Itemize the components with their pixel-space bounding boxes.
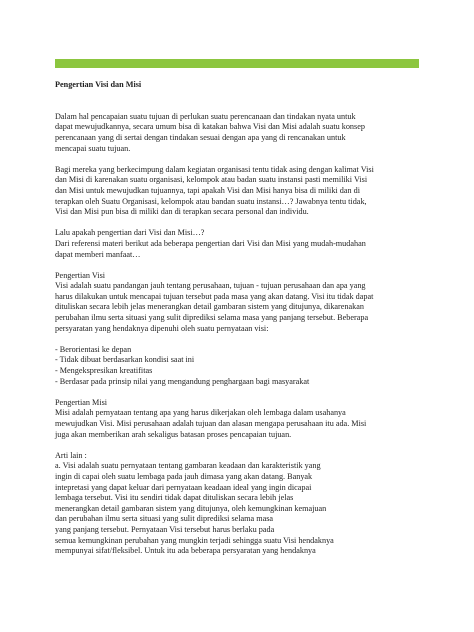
text-line: Pengertian Visi (55, 270, 106, 280)
text-line: juga akan memberikan arah sekaligus batasan proses pencapaian tujuan. (55, 429, 292, 439)
text-line: Dari referensi materi berikut ada beberapa pengertian dari Visi dan Misi yang mudah-mudahan (55, 238, 366, 248)
paragraph-gap (55, 101, 419, 112)
text-line: Dalam hal pencapaian suatu tujuan di perlukan suatu perencanaan dan tindakan nyata untuk (55, 111, 356, 121)
text-line: harus dilakukan untuk mencapai tujuan tersebut pada masa yang akan datang. Visi itu tidak dapat (55, 291, 374, 301)
text-line: a. Visi adalah suatu pernyataan tentang gambaran keadaan dan karakteristik yang (55, 461, 321, 471)
text-line: Arti lain : (55, 450, 87, 460)
text-line: Lalu apakah pengertian dari Visi dan Misi…? (55, 228, 205, 238)
text-line: - Mengekspresikan kreatifitas (55, 366, 153, 376)
text-line: Pengertian Misi (55, 397, 108, 407)
paragraph-gap (55, 154, 419, 165)
text-line: dapat memberi manfaat… (55, 249, 141, 259)
text-line: - Tidak dibuat berdasarkan kondisi saat ini (55, 355, 195, 365)
paragraph-gap (55, 440, 419, 451)
paragraph-gap (55, 260, 419, 271)
text-line: lembaga tersebut. Visi itu sendiri tidak dapat dituliskan secara lebih jelas (55, 493, 294, 503)
paragraph-gap (55, 387, 419, 398)
text-line: dan Misi di karenakan suatu organisasi, kelompok atau badan suatu instansi pasti memiliki Visi (55, 175, 368, 185)
text-line: Bagi mereka yang berkecimpung dalam kegiatan organisasi tentu tidak asing dengan kalimat Visi (55, 164, 374, 174)
text-line: dapat mewujudkannya, secara umum bisa di katakan bahwa Visi dan Misi adalah suatu konsep (55, 122, 365, 132)
text-line: perencanaan yang di sertai dengan tindakan sesuai dengan apa yang di rencanakan untuk (55, 132, 346, 142)
text-line: dituliskan secara lebih jelas menerangkan detail gambaran sistem yang ditujunya, dikarenakan (55, 302, 364, 312)
text-line: Visi dan Misi pun bisa di miliki dan di terapkan secara personal dan individu. (55, 207, 309, 217)
text-line: - Berdasar pada prinsip nilai yang mengandung penghargaan bagi masyarakat (55, 376, 310, 386)
text-line: mempunyai sifat/fleksibel. Untuk itu ada beberapa persyaratan yang hendaknya (55, 546, 316, 556)
text-line: Misi adalah pernyataan tentang apa yang harus dikerjakan oleh lembaga dalam usahanya (55, 408, 346, 418)
text-line: - Berorientasi ke depan (55, 344, 132, 354)
text-line: perubahan ilmu serta situasi yang sulit diprediksi selama masa yang panjang tersebut. Beberapa (55, 313, 369, 323)
text-line: ingin di capai oleh suatu lembaga pada jauh dimasa yang akan datang. Banyak (55, 471, 313, 481)
text-line: semua kemungkinan perubahan yang mungkin terjadi sehingga suatu Visi hendaknya (55, 535, 334, 545)
document-body (55, 80, 419, 557)
paragraph-gap (55, 334, 419, 345)
text-line: mewujudkan Visi. Misi perusahaan adalah tujuan dan alasan mengapa perusahaan itu ada. Misi (55, 419, 367, 428)
text-line: terapkan oleh Suatu Organisasi, kelompok atau bandan suatu instansi…? Jawabnya tentu tidak, (55, 196, 367, 206)
text-line: intepretasi yang dapat keluar dari pernyataan keadaan ideal yang ingin dicapai (55, 482, 312, 492)
document-text (55, 101, 419, 557)
text-line: menerangkan detail gambaran sistem yang ditujunya, oleh kemungkinan kemajuan (55, 503, 327, 513)
text-line: Visi adalah suatu pandangan jauh tentang perusahaan, tujuan - tujuan perusahaan dan apa yang (55, 281, 366, 291)
text-line: dan Misi untuk mewujudkan tujuannya, tapi apakah Visi dan Misi hanya bisa di miliki dan di (55, 185, 360, 195)
text-line: dan perubahan ilmu serta situasi yang sulit diprediksi selama masa (55, 514, 274, 524)
text-line: mencapai suatu tujuan. (55, 143, 131, 153)
paragraph-gap (55, 218, 419, 229)
text-line: persyaratan yang hendaknya dipenuhi oleh suatu pernyataan visi: (55, 323, 269, 333)
document-title: Pengertian Visi dan Misi (55, 80, 142, 89)
text-line: yang panjang tersebut. Pernyataan Visi tersebut harus berlaku pada (55, 524, 275, 534)
header-accent-bar (55, 59, 419, 68)
